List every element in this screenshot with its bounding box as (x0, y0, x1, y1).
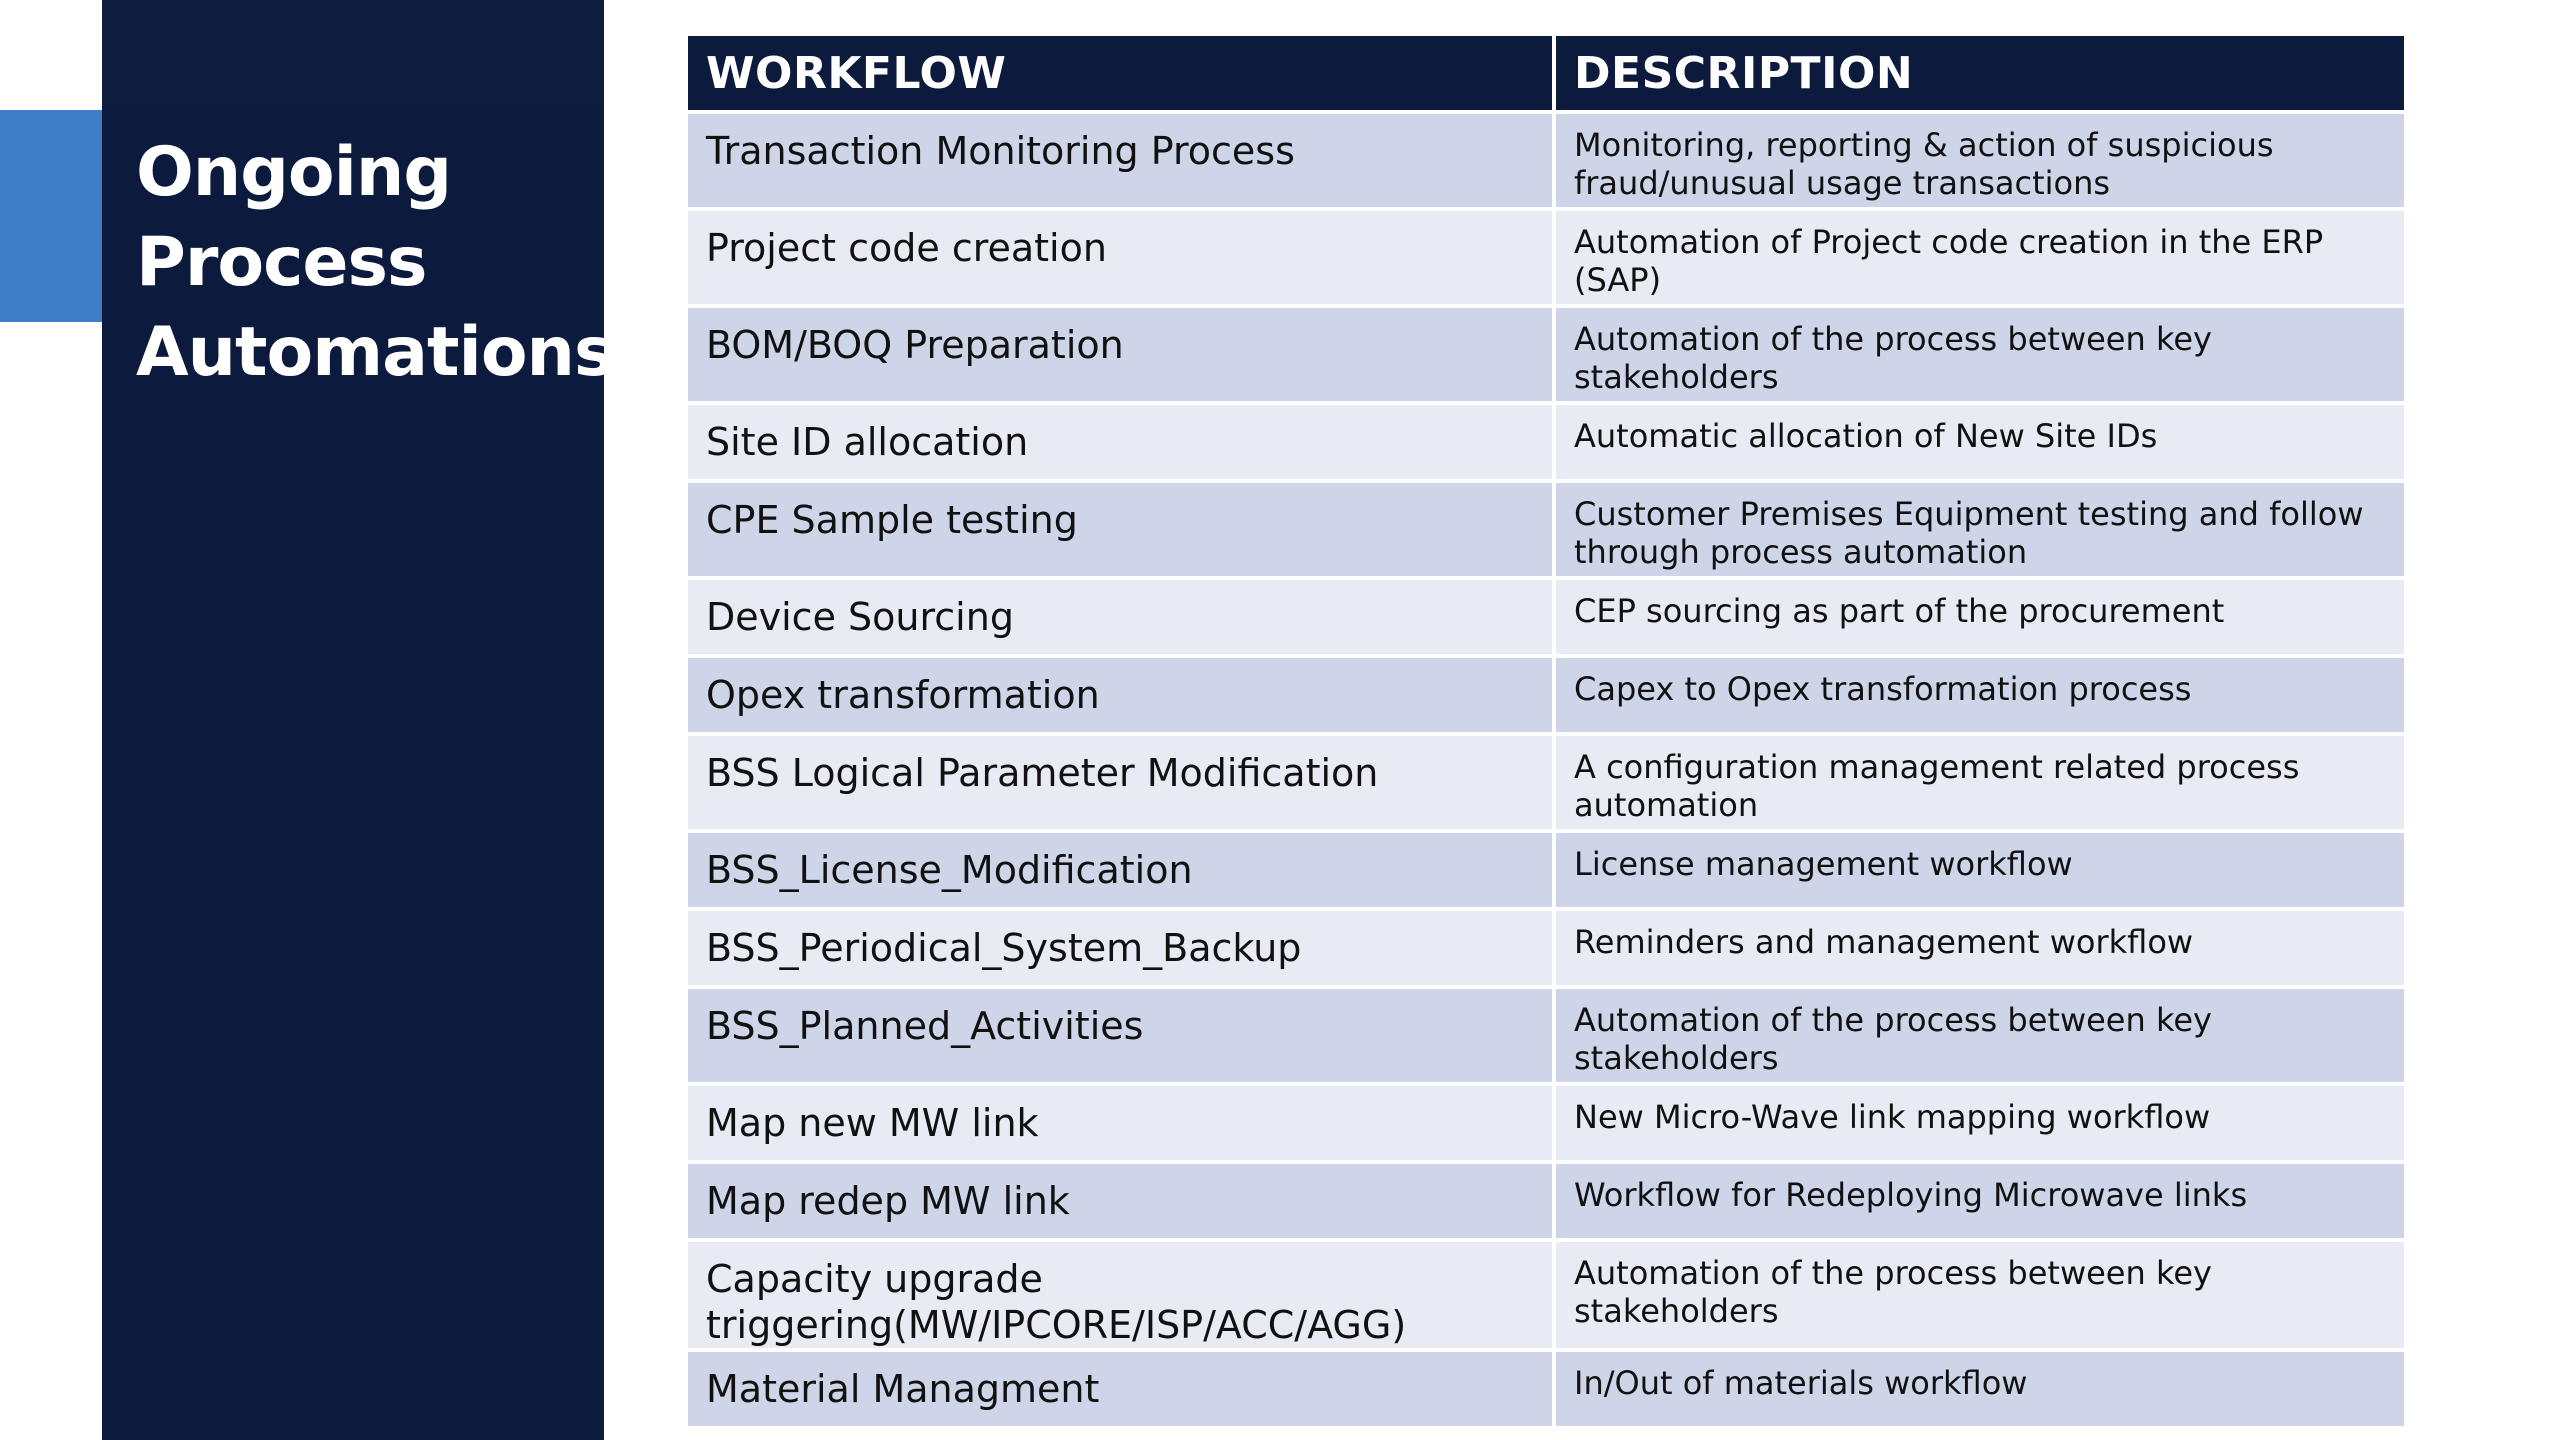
table-row (688, 306, 2404, 403)
description-cell: Workflow for Redeploying Microwave links (1554, 1162, 2404, 1240)
workflow-cell: Opex transformation (688, 656, 1554, 734)
slide-title: Ongoing Process Automations (136, 133, 614, 392)
description-cell: Automation of the process between key stakeholders (1554, 1240, 2404, 1350)
workflow-cell: Material Managment (688, 1350, 1554, 1426)
table-row (688, 656, 2404, 734)
header-workflow: WORKFLOW (688, 36, 1554, 112)
table-row (688, 112, 2404, 209)
table-row (688, 909, 2404, 987)
description-cell: In/Out of materials workflow (1554, 1350, 2404, 1426)
workflow-table-container (688, 36, 2404, 1426)
accent-block (0, 110, 102, 322)
description-cell: Automation of the process between key stakeholders (1554, 987, 2404, 1084)
description-cell: Monitoring, reporting & action of suspicious fraud/unusual usage transactions (1554, 112, 2404, 209)
workflow-cell: BSS_License_Modification (688, 831, 1554, 909)
description-cell: CEP sourcing as part of the procurement (1554, 578, 2404, 656)
table-row (688, 1084, 2404, 1162)
table-row (688, 1162, 2404, 1240)
table-row (688, 987, 2404, 1084)
table-row (688, 403, 2404, 481)
description-cell: License management workflow (1554, 831, 2404, 909)
description-cell: Customer Premises Equipment testing and follow through process automation (1554, 481, 2404, 578)
header-description: DESCRIPTION (1554, 36, 2404, 112)
workflow-cell: Transaction Monitoring Process (688, 112, 1554, 209)
workflow-cell: Site ID allocation (688, 403, 1554, 481)
table-row (688, 1350, 2404, 1426)
table-body (688, 112, 2404, 1426)
description-cell: Automation of Project code creation in the ERP (SAP) (1554, 209, 2404, 306)
table-row (688, 1240, 2404, 1350)
workflow-cell: Device Sourcing (688, 578, 1554, 656)
description-cell: Automation of the process between key stakeholders (1554, 306, 2404, 403)
table-row (688, 578, 2404, 656)
table-row (688, 734, 2404, 831)
table-header (688, 36, 2404, 112)
description-cell: Capex to Opex transformation process (1554, 656, 2404, 734)
workflow-table (688, 36, 2404, 1426)
table-row (688, 481, 2404, 578)
workflow-cell: CPE Sample testing (688, 481, 1554, 578)
workflow-cell: BOM/BOQ Preparation (688, 306, 1554, 403)
side-panel-top (102, 0, 604, 110)
description-cell: A configuration management related process automation (1554, 734, 2404, 831)
header-row (688, 36, 2404, 112)
table-row (688, 831, 2404, 909)
workflow-cell: Capacity upgrade triggering(MW/IPCORE/ISP/ACC/AGG) (688, 1240, 1554, 1350)
workflow-cell: Project code creation (688, 209, 1554, 306)
workflow-cell: Map new MW link (688, 1084, 1554, 1162)
table-row (688, 209, 2404, 306)
description-cell: New Micro-Wave link mapping workflow (1554, 1084, 2404, 1162)
workflow-cell: BSS_Planned_Activities (688, 987, 1554, 1084)
workflow-cell: Map redep MW link (688, 1162, 1554, 1240)
description-cell: Automatic allocation of New Site IDs (1554, 403, 2404, 481)
workflow-cell: BSS_Periodical_System_Backup (688, 909, 1554, 987)
description-cell: Reminders and management workflow (1554, 909, 2404, 987)
workflow-cell: BSS Logical Parameter Modification (688, 734, 1554, 831)
